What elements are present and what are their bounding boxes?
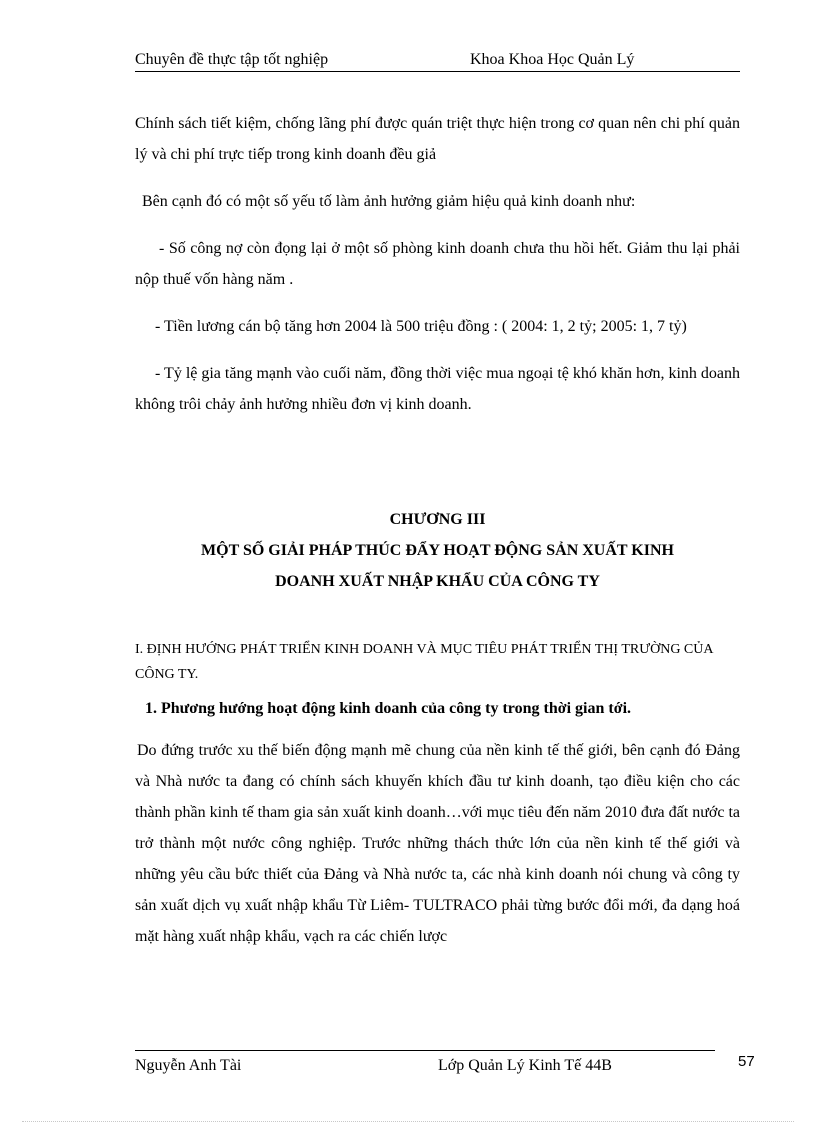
- chapter-label: CHƯƠNG III: [389, 511, 486, 528]
- footer-class: Lớp Quản Lý Kinh Tế 44B: [438, 1057, 612, 1074]
- header-rule: [135, 71, 740, 72]
- chapter-title-line-2: DOANH XUẤT NHẬP KHẨU CỦA CÔNG TY: [275, 573, 600, 590]
- footer-author: Nguyễn Anh Tài: [135, 1057, 242, 1074]
- paragraph-direction: Do đứng trước xu thế biến động mạnh mẽ chung của nền kinh tế thế giới, bên cạnh đó Đảng và Nhà nước ta đang có chính sách khuyến khích đầu tư kinh doanh, tạo điều kiện cho các thành phần kinh tế tham gia sản xuất kinh doanh…với mục tiêu đến năm 2010 đưa đất nước ta trở thành một nước công nghiệp. Trước những thách thức lớn của nền kinh tế thế giới và những yêu cầu bức thiết của Đảng và Nhà nước ta, các nhà kinh doanh nói chung và công ty sản xuất dịch vụ xuất nhập khẩu Từ Liêm- TULTRACO phải từng bước đổi mới, đa dạng hoá mặt hàng xuất nhập khẩu, vạch ra các chiến lược: [135, 742, 740, 945]
- paragraph-salary: - Tiền lương cán bộ tăng hơn 2004 là 500 triệu đồng : ( 2004: 1, 2 tỷ; 2005: 1, 7 tỷ): [155, 318, 687, 335]
- chapter-title-line-1: MỘT SỐ GIẢI PHÁP THÚC ĐẨY HOẠT ĐỘNG SẢN XUẤT KINH: [201, 542, 674, 559]
- header-left-title: Chuyên đề thực tập tốt nghiệp: [135, 51, 329, 68]
- section-heading: I. ĐỊNH HƯỚNG PHÁT TRIỂN KINH DOANH VÀ MỤC TIÊU PHÁT TRIỂN THỊ TRƯỜNG CỦA CÔNG TY.: [135, 642, 713, 682]
- paragraph-growth-rate: - Tỷ lệ gia tăng mạnh vào cuối năm, đồng thời việc mua ngoại tệ khó khăn hơn, kinh doanh không trôi chảy ảnh hưởng nhiều đơn vị kinh doanh.: [135, 365, 740, 413]
- paragraph-debts: - Số công nợ còn đọng lại ở một số phòng kinh doanh chưa thu hồi hết. Giảm thu lại phải nộp thuế vốn hàng năm .: [135, 240, 740, 288]
- paragraph-savings-policy: Chính sách tiết kiệm, chống lãng phí được quán triệt thực hiện trong cơ quan nên chi phí quản lý và chi phí trực tiếp trong kinh doanh đều giả: [135, 115, 740, 163]
- footer-rule: [135, 1050, 715, 1051]
- subsection-heading: 1. Phương hướng hoạt động kinh doanh của công ty trong thời gian tới.: [145, 700, 632, 717]
- page-body: [135, 108, 740, 952]
- header-right-title: Khoa Khoa Học Quản Lý: [470, 51, 635, 68]
- page-number: 57: [738, 1053, 755, 1070]
- page-edge-divider: [22, 1121, 794, 1122]
- paragraph-factors-intro: Bên cạnh đó có một số yếu tố làm ảnh hưởng giảm hiệu quả kinh doanh như:: [142, 193, 636, 210]
